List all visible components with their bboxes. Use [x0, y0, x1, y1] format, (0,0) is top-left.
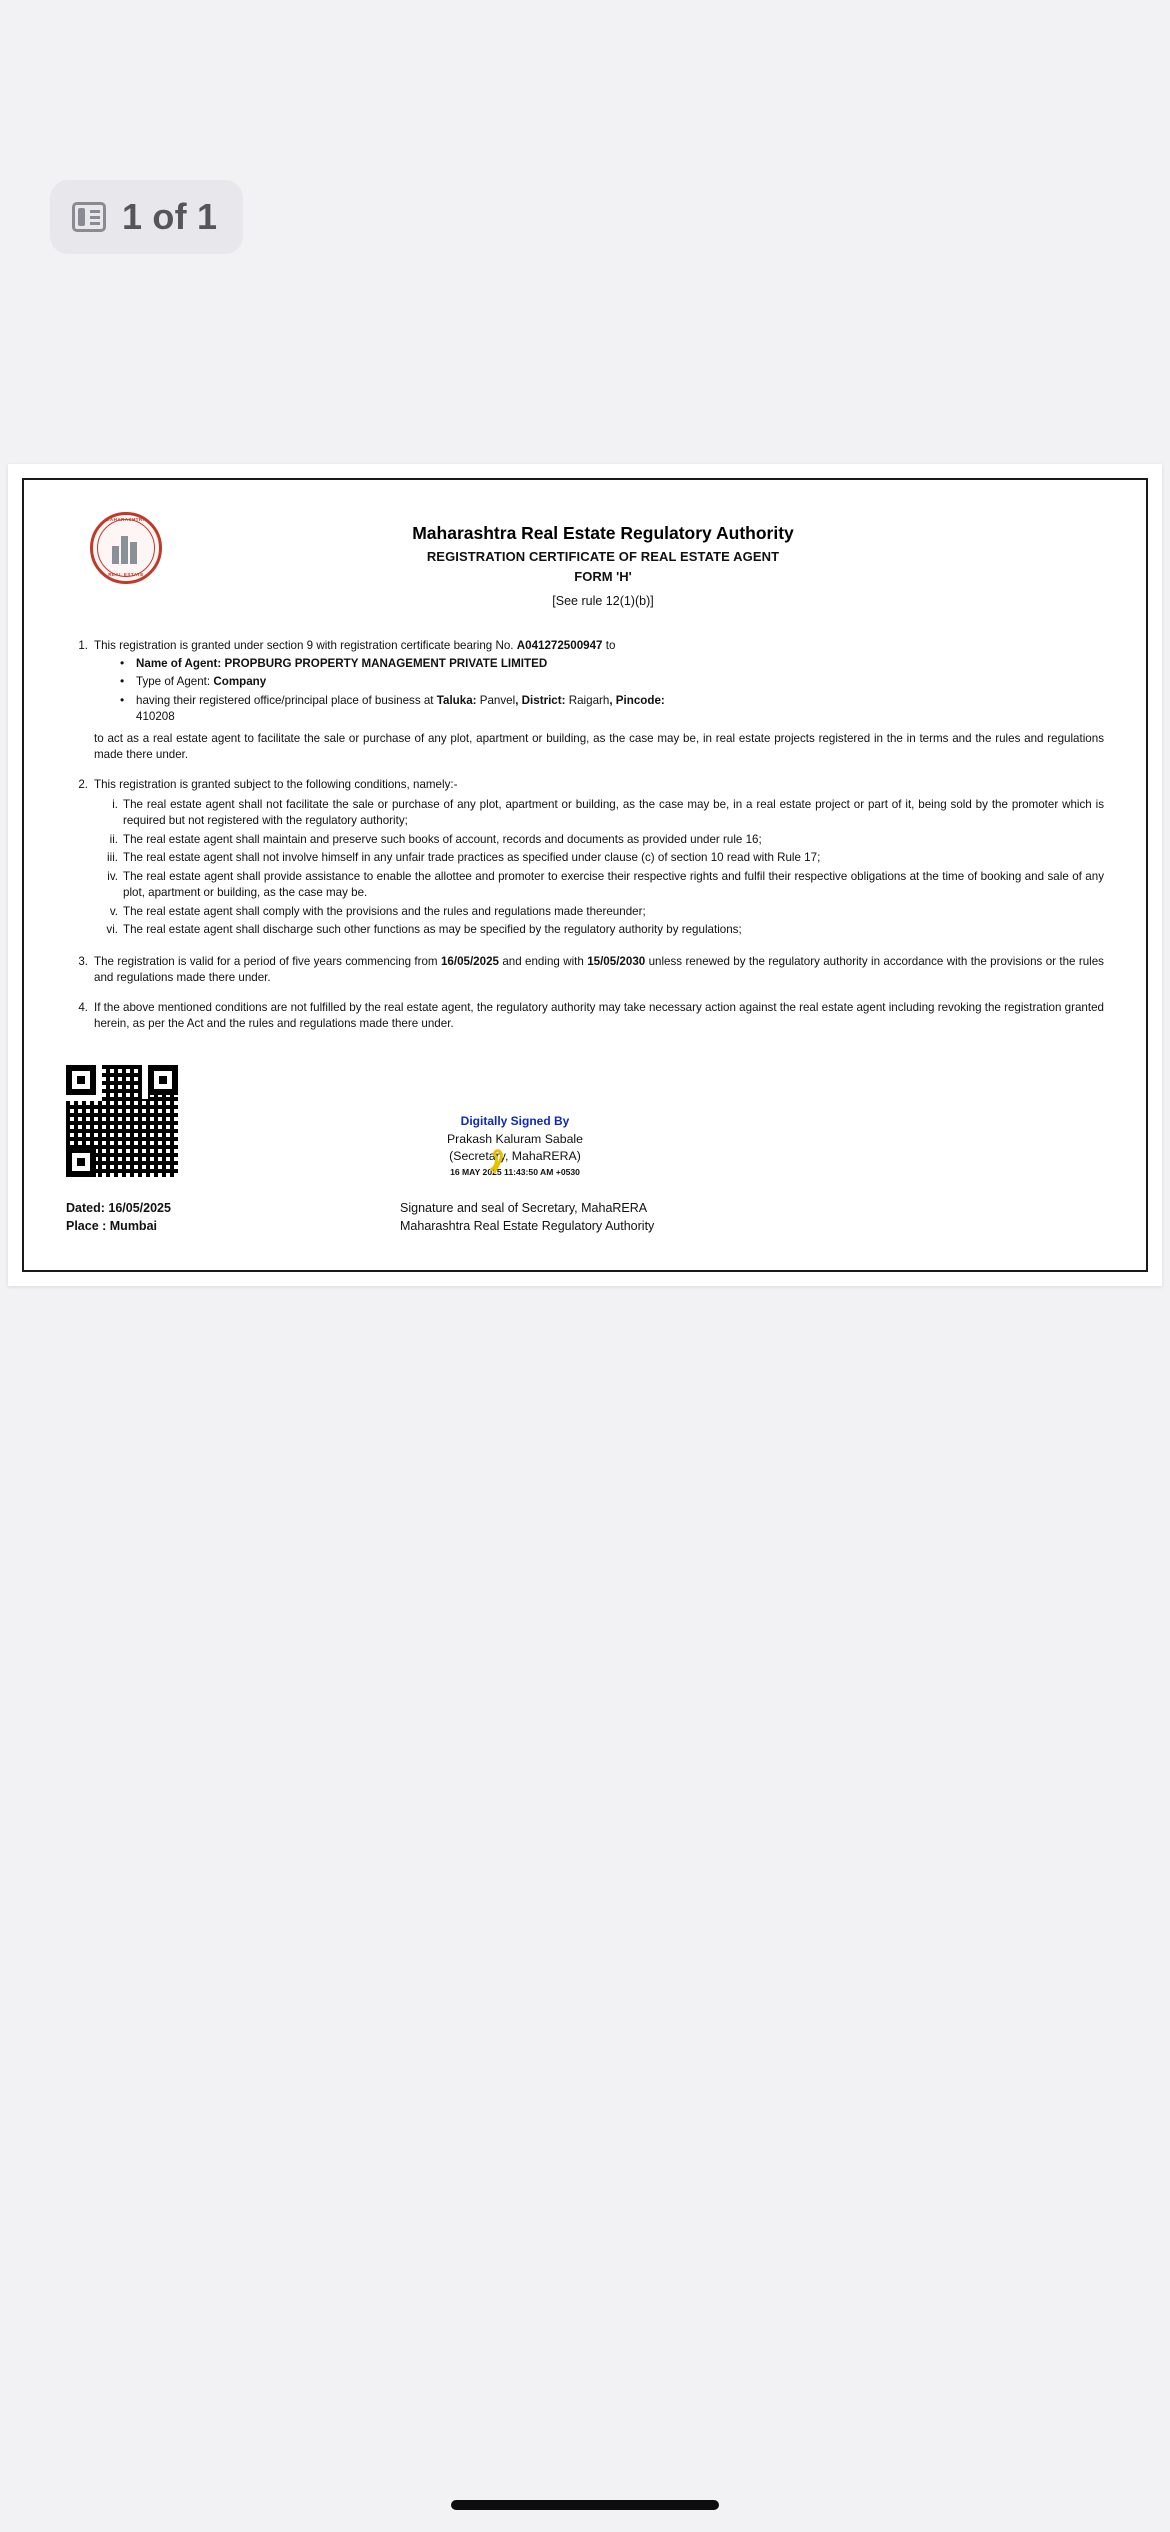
- district-value: Raigarh: [568, 693, 610, 707]
- clause-1-tail-text: to act as a real estate agent to facilitate the sale or purchase of any plot, apartment or building, as the case may be, in real estate projects registered in the in terms and the rules and regulations made there under.: [94, 731, 1104, 762]
- condition-marker: vi.: [106, 923, 118, 937]
- pincode-value: 410208: [136, 710, 175, 724]
- taluka-value: Panvel: [479, 693, 516, 707]
- signature-column: [366, 1113, 1104, 1236]
- qr-column: [66, 1065, 366, 1237]
- condition-marker: ii.: [109, 832, 118, 846]
- form-label: FORM 'H': [574, 569, 632, 585]
- place-text: Place : Mumbai: [66, 1219, 157, 1234]
- clause-1-lead-before: This registration is granted under section 9 with registration certificate bearing No.: [94, 639, 514, 653]
- clause-4-text: If the above mentioned conditions are not fulfilled by the real estate agent, the regulatory authority may take necessary action against the real estate agent including revoking the registration granted herein, as per the Act and the rules and regulations made there under.: [94, 1000, 1104, 1031]
- condition-text: The real estate agent shall comply with the provisions and the rules and regulations made thereunder;: [123, 904, 646, 918]
- clause-1: [66, 638, 1104, 763]
- list-item: [94, 922, 1104, 938]
- signature-caption: [400, 1199, 1104, 1237]
- taluka-label: Taluka:: [436, 693, 477, 707]
- agent-type-value: Company: [213, 675, 267, 689]
- agent-details-list: [94, 656, 1104, 726]
- clause-3-number: 3.: [78, 954, 88, 968]
- dated-text: Dated: 16/05/2025: [66, 1200, 171, 1215]
- page-indicator-pill[interactable]: [50, 180, 243, 254]
- list-item: [94, 797, 1104, 830]
- digitally-signed-label: Digitally Signed By: [460, 1113, 570, 1128]
- certificate-footer: [66, 1065, 1104, 1237]
- validity-start-date: 16/05/2025: [440, 954, 499, 968]
- condition-marker: iii.: [107, 851, 118, 865]
- document-border-frame: [22, 478, 1148, 1272]
- signature-glyph-icon: [486, 1146, 512, 1176]
- condition-text: The real estate agent shall not facilitate the sale or purchase of any plot, apartment or building, as the case may be, in a real estate project or part of it, being sold by the promoter which is required but not registered with the regulatory authority;: [123, 798, 1104, 828]
- signer-name: Prakash Kaluram Sabale: [446, 1131, 584, 1146]
- conditions-list: [94, 797, 1104, 939]
- certificate-body: [24, 480, 1146, 1270]
- list-item: [94, 904, 1104, 920]
- seal-bottom-text: REAL ESTATE: [108, 572, 144, 578]
- signature-line-1: Signature and seal of Secretary, MahaRERA: [400, 1200, 648, 1215]
- page-title: Maharashtra Real Estate Regulatory Authority: [412, 523, 794, 543]
- clause-1-number: 1.: [78, 639, 88, 653]
- list-item: • having their registered office/principal place of business at Taluka: Panvel, District: Raigarh, Pincode: 410208: [94, 693, 1104, 726]
- home-indicator[interactable]: [451, 2500, 719, 2510]
- agent-name-label: Name of Agent:: [136, 656, 222, 670]
- condition-marker: iv.: [107, 869, 118, 883]
- page-indicator-label: 1 of 1: [122, 196, 218, 237]
- qr-code-icon[interactable]: [66, 1065, 178, 1177]
- pincode-label: Pincode:: [615, 693, 665, 707]
- document-page[interactable]: [8, 464, 1162, 1286]
- agent-type-label: Type of Agent:: [136, 675, 211, 689]
- condition-text: The real estate agent shall discharge such other functions as may be specified by the regulatory authority by regulations;: [123, 923, 742, 937]
- validity-end-date: 15/05/2030: [587, 954, 646, 968]
- condition-text: The real estate agent shall provide assistance to enable the allottee and promoter to exercise their respective rights and fulfil their respective obligations at the time of booking and sale of any plot, apartment or building, as the case may be.: [123, 869, 1104, 900]
- rule-reference: [See rule 12(1)(b)]: [552, 593, 654, 608]
- validity-part1: The registration is valid for a period of five years commencing from: [94, 954, 438, 968]
- list-item: [94, 850, 1104, 866]
- office-address-label: having their registered office/principal place of business at: [136, 693, 434, 707]
- clause-2-lead: This registration is granted subject to the following conditions, namely:-: [94, 777, 458, 791]
- list-item: [94, 656, 1104, 672]
- condition-marker: i.: [112, 798, 118, 812]
- clause-2: [66, 777, 1104, 941]
- clause-2-number: 2.: [78, 777, 88, 791]
- seal-top-text: MAHARASHTRA: [105, 517, 147, 522]
- clause-1-lead-after: to: [605, 639, 616, 653]
- validity-part3: unless renewed by the regulatory authority in accordance with the provisions or the rules and regulations made there under.: [94, 954, 1104, 985]
- signed-datetime: 16 MAY 2025 11:43:50 AM +0530: [450, 1167, 580, 1178]
- clause-1-tail: [94, 731, 1104, 764]
- condition-marker: v.: [109, 904, 118, 918]
- signer-role: (Secretary, MahaRERA): [449, 1148, 581, 1163]
- registration-certificate-number: A041272500947: [516, 639, 603, 653]
- district-label: District:: [521, 693, 566, 707]
- clause-3: [66, 954, 1104, 987]
- list-item: [94, 869, 1104, 902]
- validity-part2: and ending with: [502, 954, 584, 968]
- certificate-header: [66, 506, 1104, 610]
- document-pages-icon: [72, 202, 106, 232]
- mahrera-seal-icon: [90, 512, 162, 584]
- agent-name-value: PROPBURG PROPERTY MANAGEMENT PRIVATE LIMITED: [224, 656, 548, 670]
- condition-text: The real estate agent shall not involve himself in any unfair trade practices as specified under clause (c) of section 10 read with Rule 17;: [123, 851, 821, 865]
- list-item: [94, 674, 1104, 690]
- condition-text: The real estate agent shall maintain and preserve such books of account, records and documents as provided under rule 16;: [123, 832, 762, 846]
- signature-line-2: Maharashtra Real Estate Regulatory Authority: [400, 1219, 655, 1234]
- dated-place-block: [66, 1199, 366, 1237]
- clause-4: [66, 1000, 1104, 1033]
- certificate-content: [66, 638, 1104, 1032]
- clause-4-number: 4.: [78, 1000, 88, 1014]
- list-item: [94, 832, 1104, 848]
- certificate-subtitle: REGISTRATION CERTIFICATE OF REAL ESTATE AGENT: [426, 548, 780, 564]
